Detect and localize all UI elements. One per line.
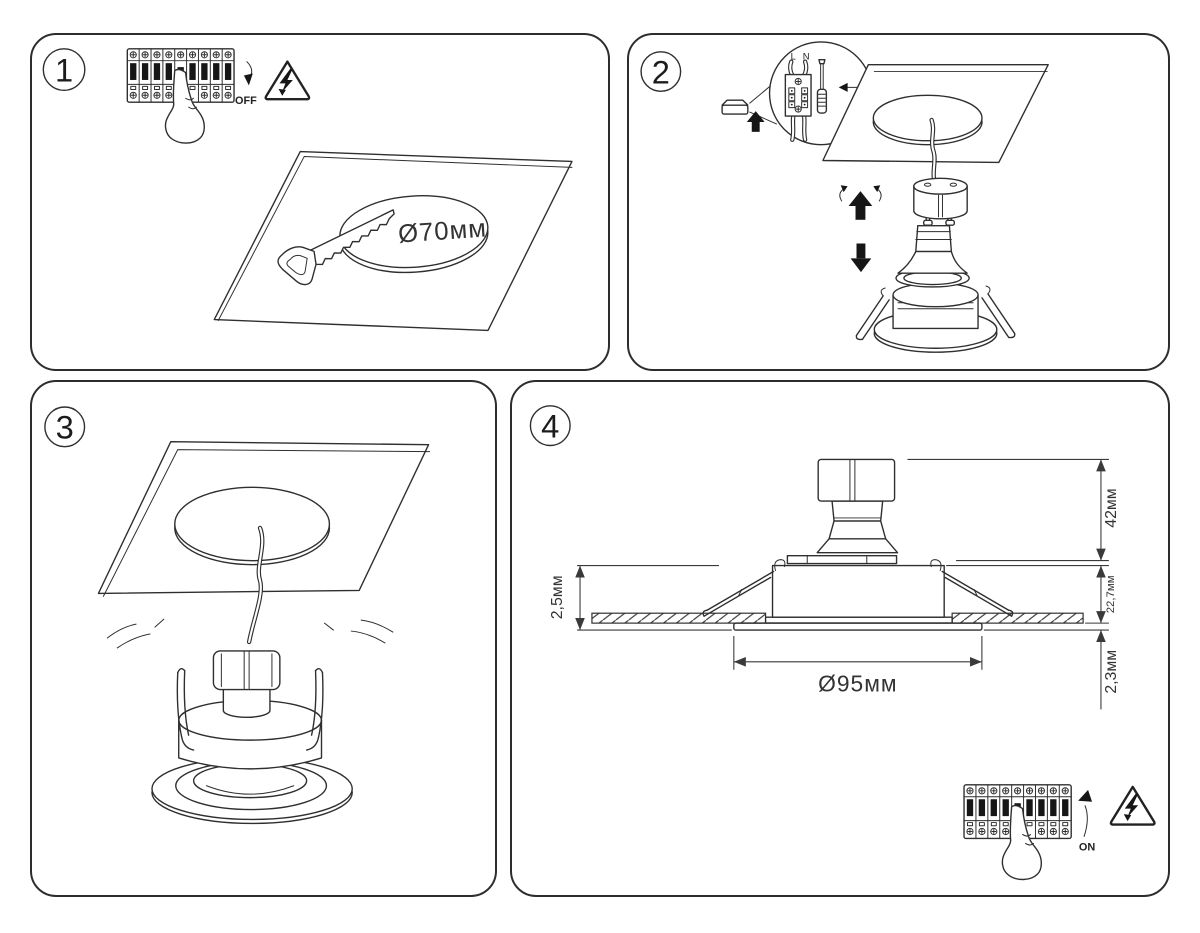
circuit-breaker-icon bbox=[964, 785, 1071, 880]
panel-step-2 bbox=[627, 33, 1170, 371]
panel-number: 1 bbox=[54, 51, 74, 89]
downlight-fixture bbox=[856, 283, 1014, 352]
ceiling-panel bbox=[214, 152, 572, 331]
cutout-hole bbox=[175, 487, 330, 564]
side-view-fixture bbox=[592, 459, 1083, 630]
panel-step-3 bbox=[30, 380, 497, 897]
terminal-live-label: L bbox=[790, 51, 796, 62]
switch-off-arrow-icon bbox=[244, 62, 253, 86]
panel-number-badge bbox=[43, 49, 85, 91]
panel-number-badge bbox=[530, 406, 570, 446]
dim-above-ceiling-label: 42мм bbox=[1102, 488, 1120, 528]
circuit-breaker-icon bbox=[127, 49, 234, 143]
panel-number-badge bbox=[641, 52, 681, 92]
panel-number-badge bbox=[45, 407, 85, 447]
push-down-arrow-icon bbox=[851, 244, 872, 273]
dim-ceiling-thickness-label: 2,5мм bbox=[549, 575, 567, 620]
ceiling-panel bbox=[98, 442, 429, 597]
terminal-neutral-label: N bbox=[802, 51, 810, 62]
mains-wire bbox=[932, 120, 935, 182]
dimension-42mm bbox=[907, 459, 1119, 560]
dim-trim-diameter-label: Ø95мм bbox=[818, 670, 898, 697]
panel-number: 2 bbox=[651, 53, 670, 91]
hole-diameter-label: Ø70мм bbox=[397, 214, 488, 249]
ceiling-hatch bbox=[592, 613, 766, 623]
cutout-hole bbox=[873, 95, 982, 144]
twist-up-arrow-icon bbox=[840, 185, 881, 220]
spring-clip bbox=[942, 572, 1012, 617]
lamp-face bbox=[817, 539, 897, 553]
terminal-block bbox=[785, 75, 811, 117]
electric-warning-icon bbox=[1111, 787, 1155, 825]
insert-up-arrow-icon bbox=[747, 111, 765, 132]
on-label: ON bbox=[1078, 841, 1096, 854]
panel-step-4 bbox=[510, 380, 1170, 897]
connector-box bbox=[722, 100, 748, 114]
switch-on-arrow-icon bbox=[1078, 790, 1092, 837]
gu10-lamp bbox=[896, 211, 969, 287]
panel-number: 3 bbox=[55, 408, 74, 446]
off-label: OFF bbox=[235, 95, 257, 108]
ceiling-hatch bbox=[952, 613, 1083, 623]
dim-recessed-depth-label: 22,7мм bbox=[1104, 575, 1117, 614]
gu10-socket bbox=[914, 178, 967, 219]
panel-number: 4 bbox=[541, 407, 560, 445]
downlight-fixture bbox=[152, 651, 352, 824]
panel-step-1 bbox=[30, 33, 610, 371]
dimension-diameter-95mm bbox=[734, 636, 982, 697]
fixture-can bbox=[773, 566, 945, 618]
gu10-socket bbox=[213, 651, 279, 690]
electric-warning-icon bbox=[266, 62, 309, 100]
dim-trim-height-label: 2,3мм bbox=[1102, 649, 1120, 694]
dimension-2-3mm bbox=[984, 630, 1120, 709]
gu10-socket bbox=[818, 459, 894, 501]
trim-ring bbox=[734, 623, 982, 630]
spring-clip bbox=[703, 572, 773, 617]
